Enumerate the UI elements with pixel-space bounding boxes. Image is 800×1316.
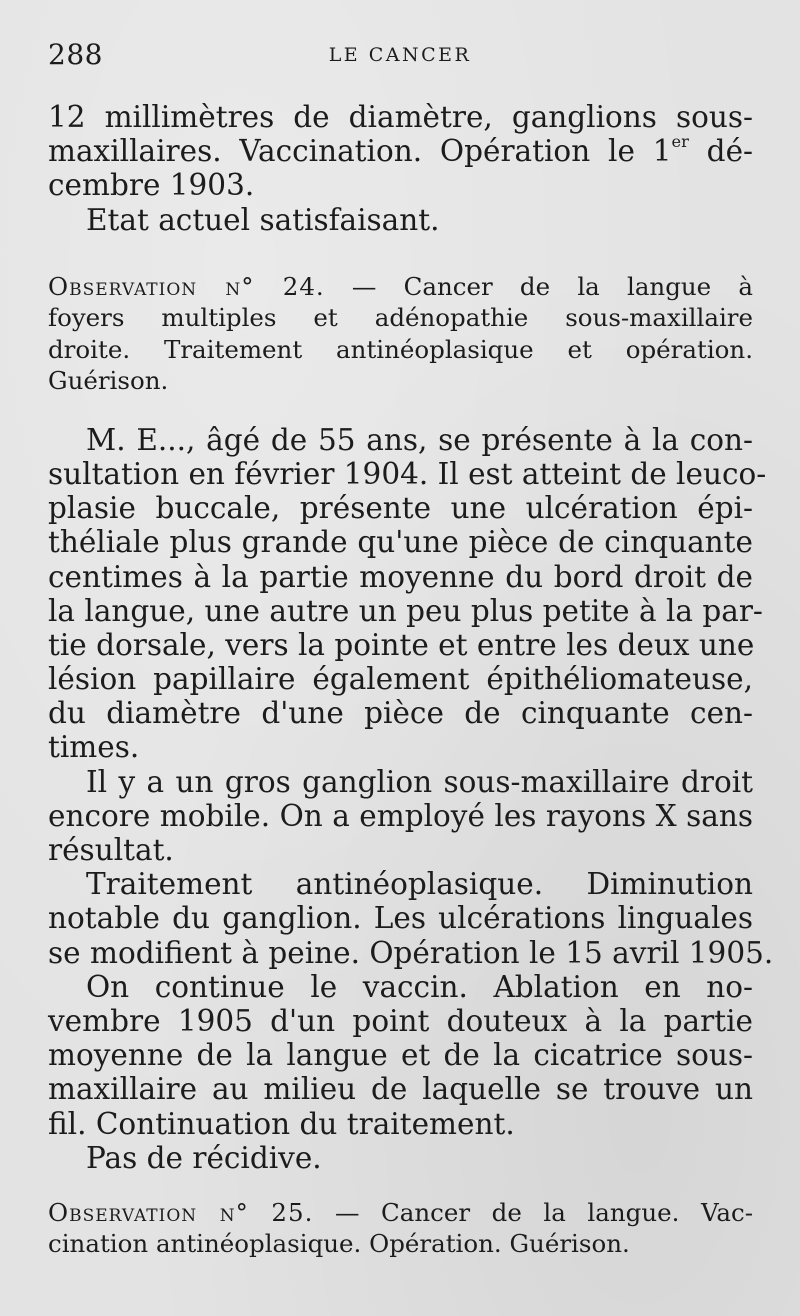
text-line: Pas de récidive. bbox=[86, 1140, 322, 1175]
text-line: M. E..., âgé de 55 ans, se présente à la con- bbox=[86, 422, 753, 457]
observation-heading-line bbox=[48, 1197, 753, 1229]
text-line: Etat actuel satisfaisant. bbox=[86, 202, 440, 237]
observation-summary-line: cination antinéoplasique. Opération. Guérison. bbox=[48, 1229, 630, 1259]
text-line: la langue, une autre un peu plus petite à la par- bbox=[48, 593, 763, 628]
observation-summary-line: foyers multiples et adénopathie sous-maxillaire bbox=[48, 303, 753, 333]
text-line: fil. Continuation du traitement. bbox=[48, 1106, 515, 1141]
observation-label: Observation n° 25. bbox=[48, 1197, 314, 1227]
superscript: er bbox=[671, 132, 689, 152]
text-line: se modifient à peine. Opération le 15 avril 1905. bbox=[48, 935, 774, 970]
text-line: centimes à la partie moyenne du bord droit de bbox=[48, 559, 753, 594]
spacer bbox=[48, 237, 753, 271]
page-header bbox=[48, 38, 752, 78]
text-line: notable du ganglion. Les ulcérations linguales bbox=[48, 901, 753, 936]
spacer bbox=[48, 1175, 753, 1197]
observation-label: Observation n° 24. bbox=[48, 271, 325, 301]
observation-summary: — Cancer de la langue. Vac- bbox=[313, 1197, 754, 1227]
text-line: tie dorsale, vers la pointe et entre les deux une bbox=[48, 627, 755, 662]
text-fragment: maxillaires. Vaccination. Opération le 1 bbox=[48, 134, 672, 169]
observation-heading-line bbox=[48, 271, 753, 303]
running-title: LE CANCER bbox=[328, 44, 472, 66]
text-line: times. bbox=[48, 730, 140, 765]
text-line: plasie buccale, présente une ulcération épi- bbox=[48, 491, 753, 526]
observation-summary: — Cancer de la langue à bbox=[324, 271, 753, 301]
text-line: du diamètre d'une pièce de cinquante cen- bbox=[48, 696, 753, 731]
text-line: théliale plus grande qu'une pièce de cinquante bbox=[48, 525, 753, 560]
text-line: lésion papillaire également épithéliomateuse, bbox=[48, 662, 753, 697]
text-line: résultat. bbox=[48, 833, 174, 867]
text-line: maxillaire au milieu de laquelle se trouve un bbox=[48, 1072, 753, 1107]
text-line: Il y a un gros ganglion sous-maxillaire droit bbox=[86, 764, 753, 799]
text-line: moyenne de la langue et de la cicatrice sous- bbox=[48, 1038, 753, 1073]
page-body bbox=[48, 100, 774, 1260]
page-number: 288 bbox=[48, 38, 103, 71]
text-line: sultation en février 1904. Il est atteint de leuco- bbox=[48, 456, 767, 491]
text-line: 12 millimètres de diamètre, ganglions sous- bbox=[48, 100, 753, 134]
text-line: cembre 1903. bbox=[48, 168, 255, 203]
spacer bbox=[48, 397, 753, 423]
text-line: On continue le vaccin. Ablation en no- bbox=[86, 969, 753, 1004]
text-line: encore mobile. On a employé les rayons X sans bbox=[48, 798, 753, 833]
text-fragment: dé- bbox=[688, 134, 753, 169]
text-line: Traitement antinéoplasique. Diminution bbox=[86, 867, 753, 902]
observation-summary-line: Guérison. bbox=[48, 366, 169, 396]
observation-summary-line: droite. Traitement antinéoplasique et opération. bbox=[48, 334, 753, 364]
text-line bbox=[48, 134, 753, 168]
text-line: vembre 1905 d'un point douteux à la partie bbox=[48, 1003, 753, 1038]
